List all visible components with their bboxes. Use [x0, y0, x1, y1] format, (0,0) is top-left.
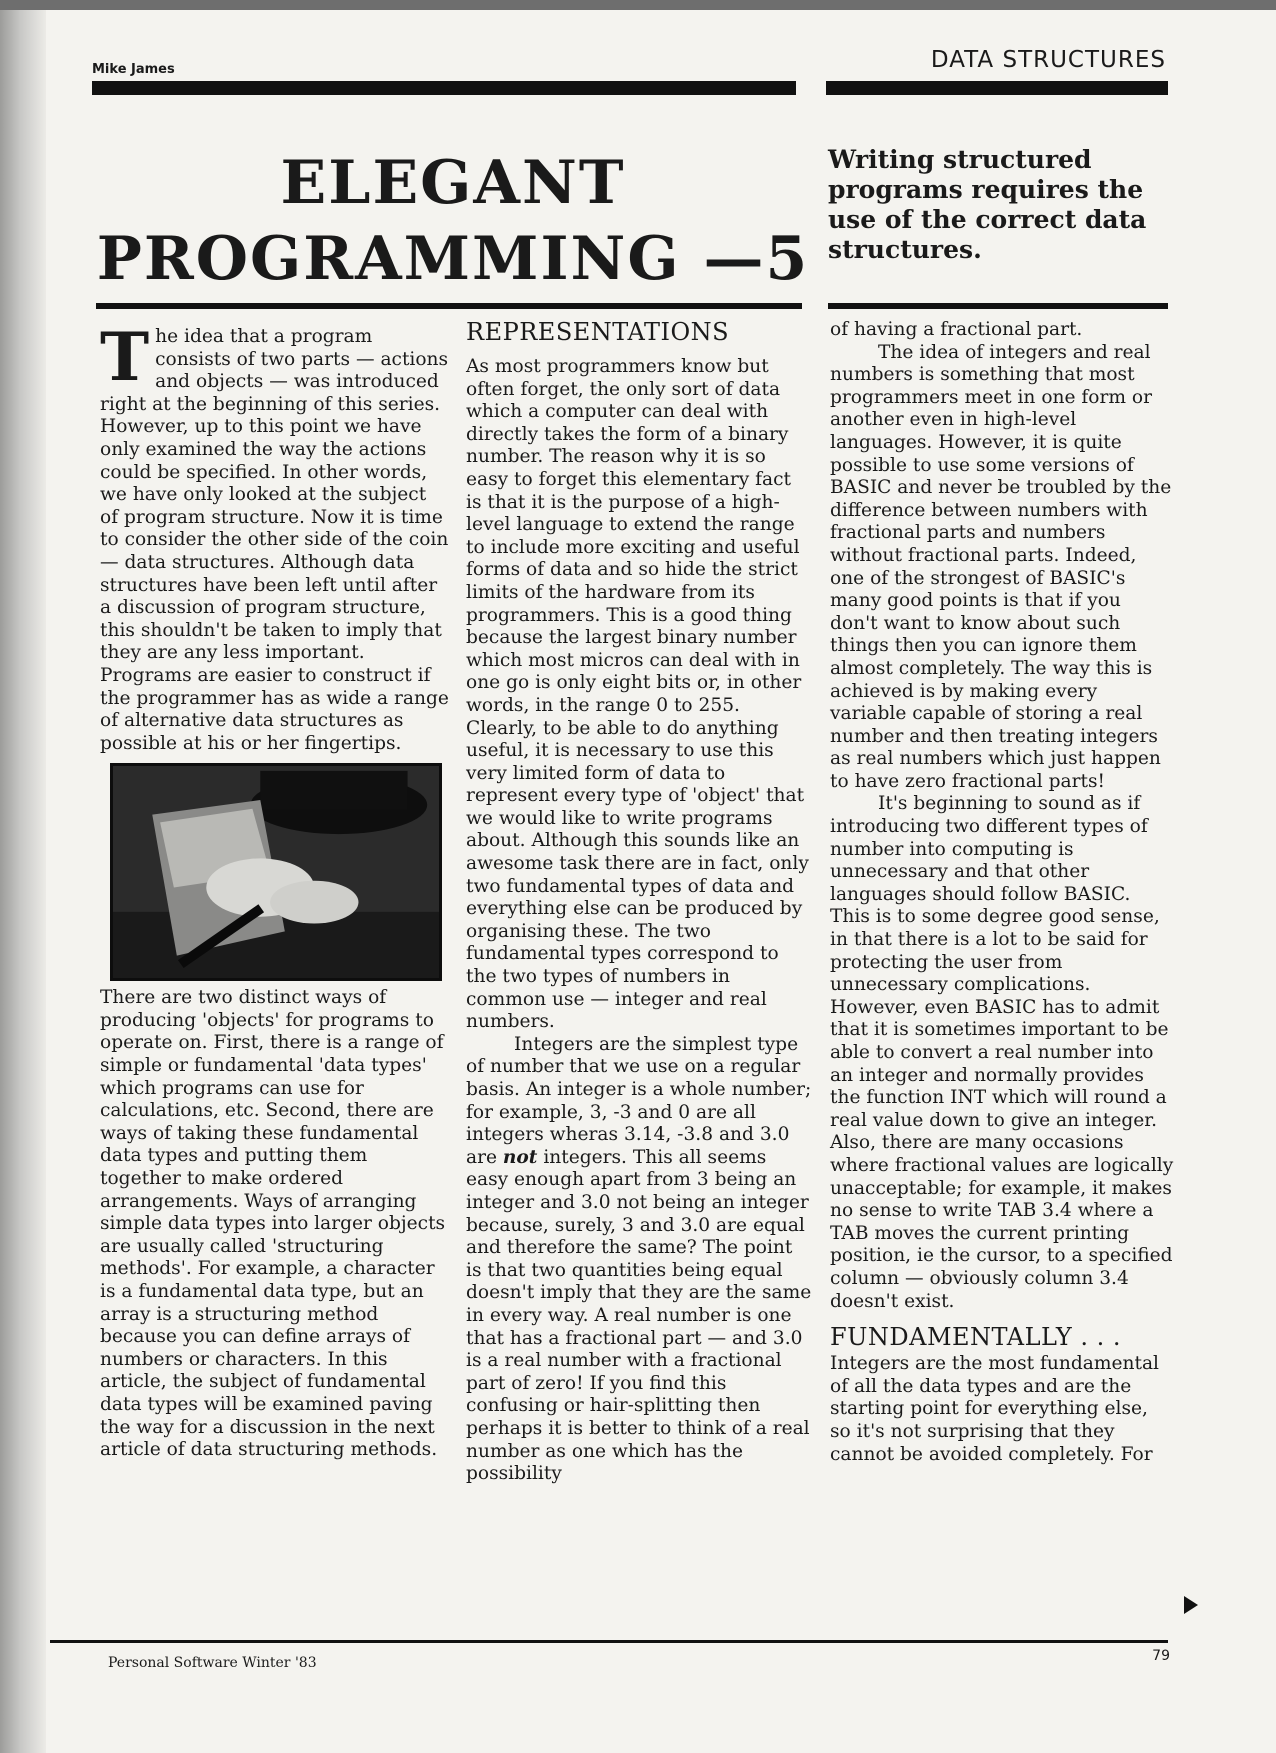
representations-paragraph-1: As most programmers know but often forget, the only sort of data which a computer can deal with directly takes the form of a binary number. The reason why it is so easy to forget this elementary fact is that it is the purpose of a high-level language to extend the range to include more exciting and useful forms of data and so hide the strict limits of the hardware from its programmers. This is a good thing because the largest binary number which most micros can deal with in one go is only eight bits or, in other words, in the range 0 to 255. Clearly, to be able to do anything useful, it is necessary to use this very limited form of data to represent every type of 'object' that we would like to write programs about. Although this sounds like an awesome task there are in fact, only two fundamental types of data and everything else can be produced by organising these. The two fundamental types correspond to the two types of numbers in common use — integer and real numbers.	[466, 356, 809, 1033]
author-name: Mike James	[92, 62, 175, 77]
footer-rule	[50, 1640, 1168, 1643]
standfirst: Writing structured programs requires the use of the correct data structures.	[828, 145, 1147, 264]
column3-paragraph-2: The idea of integers and real numbers is something that most programmers meet in one form or another even in high-level languages. However, it is quite possible to use some versions of BASIC and never be troubled by the difference between numbers with fractional parts and numbers without fractional parts. Indeed, one of the strongest of BASIC's many good points is that if you don't want to know about such things then you can ignore them almost completely. The way this is achieved is by making every variable capable of storing a real number and then treating integers as real numbers which just happen to have zero fractional parts!	[830, 341, 1172, 792]
footer-publication: Personal Software Winter '83	[108, 1655, 317, 1671]
integers-text-a: Integers are the simplest type of number that we use on a regular basis. An integer is a whole number; for example, 3, -3 and 0 are all integers wheras 3.14, -3.8 and 3.0 are	[466, 1033, 812, 1168]
column-2	[466, 316, 812, 1486]
page-gutter-shadow	[0, 0, 46, 1753]
section-label: DATA STRUCTURES	[930, 47, 1166, 73]
integers-paragraph	[466, 1034, 812, 1486]
fundamentally-paragraph: Integers are the most fundamental of all the data types and are the starting point for everything else, so it's not surprising that they cannot be avoided completely. For	[830, 1353, 1159, 1465]
data-types-paragraph: There are two distinct ways of producing 'objects' for programs to operate on. First, there is a range of simple or fundamental 'data types' which programs can use for calculations, etc. Second, there are ways of taking these fundamental data types and putting them together to make ordered arrangements. Ways of arranging simple data types into larger objects are usually called 'structuring methods'. For example, a character is a fundamental data type, but an array is a structuring method because you can define arrays of numbers or characters. In this article, the subject of fundamental data types will be examined paving the way for a discussion in the next article of data structuring methods.	[100, 987, 446, 1461]
top-edge-band	[0, 0, 1276, 10]
header-rule-left	[92, 81, 796, 95]
integers-text-b: integers. This all seems easy enough apart from 3 being an integer and 3.0 not being an integer because, surely, 3 and 3.0 are equal and therefore the same? The point is that two quantities being equal doesn't imply that they are the same in every way. A real number is one that has a fractional part — and 3.0 is a real number with a fractional part of zero! If you find this confusing or hair-splitting then perhaps it is better to think of a real number as one which has the possibility	[466, 1146, 812, 1485]
title-rule-left	[96, 303, 802, 309]
title-rule-right	[828, 303, 1168, 309]
continue-arrow-icon	[1184, 1596, 1198, 1614]
photo-hat-gloves-book-image	[113, 766, 439, 978]
representations-heading: REPRESENTATIONS	[466, 318, 730, 346]
column3-paragraph-3: It's beginning to sound as if introducing two different types of number into computing is unnecessary and that other languages should follow BASIC. This is to some degree good sense, in that there is a lot to be said for protecting the user from unnecessary complications. However, even BASIC has to admit that it is sometimes important to be able to convert a real number into an integer and normally provides the function INT which will round a real value down to give an integer. Also, there are many occasions where fractional values are logically unacceptable; for example, it makes no sense to write TAB 3.4 where a TAB moves the current printing position, ie the cursor, to a specified column — obviously column 3.4 doesn't exist.	[830, 793, 1174, 1312]
intro-paragraph: The idea that a program consists of two parts — actions and objects — was introduced right at the beginning of this series. However, up to this point we have only examined the way the actions could be specified. In other words, we have only looked at the subject of program structure. Now it is time to consider the other side of the coin — data structures. Although data structures have been left until after a discussion of program structure, this shouldn't be taken to imply that they are any less important. Programs are easier to construct if the programmer has as wide a range of alternative data structures as possible at his or her fingertips.	[100, 318, 449, 754]
column-3	[830, 319, 1174, 1466]
header-rule-right	[826, 81, 1168, 95]
page-number: 79	[1152, 1648, 1170, 1664]
fundamentally-heading: FUNDAMENTALLY . . .	[830, 1323, 1122, 1352]
emphasis-not: not	[502, 1146, 538, 1168]
column3-paragraph-1: of having a fractional part.	[830, 319, 1083, 340]
column-1	[100, 318, 450, 1462]
article-photo	[110, 763, 442, 981]
article-title: ELEGANT PROGRAMMING —5	[96, 148, 810, 294]
